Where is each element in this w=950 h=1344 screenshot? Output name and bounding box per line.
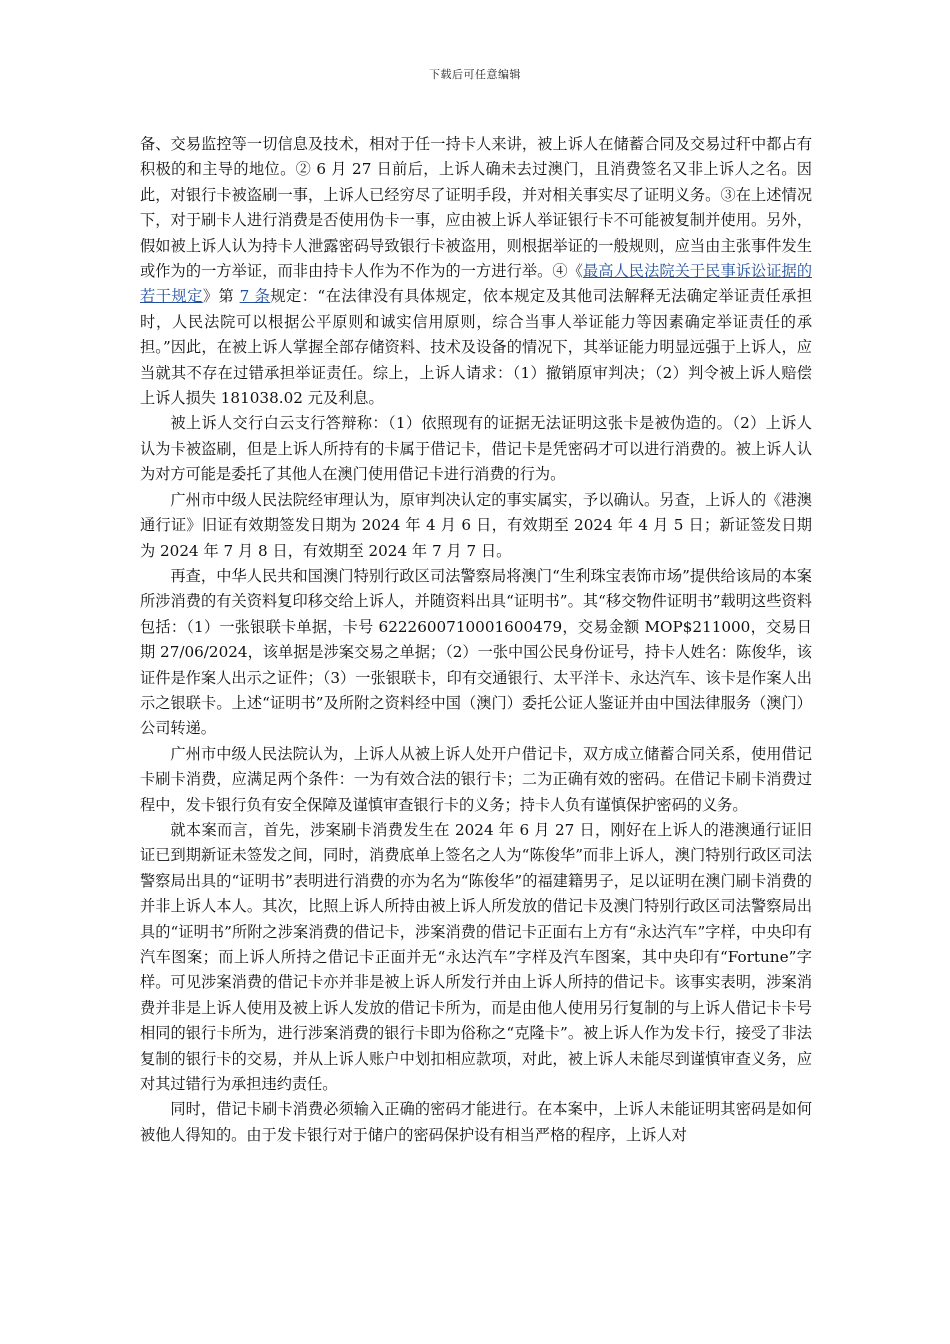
page-header: 下载后可任意编辑 bbox=[429, 68, 521, 81]
paragraph-1-text-a: 备、交易监控等一切信息及技术，相对于任一持卡人来讲，被上诉人在储蓄合同及交易过秆中都占有积极的和主导的地位。② 6 月 27 日前后，上诉人确未去过澳门，且消费签名又非上诉人之名。因此，对银行卡被盗刷一事，上诉人已经穷尽了证明手段，并对相关事实尽了证明义务。③在上述情况下，对于刷卡人进行消费是否使用伪卡一事，应由被上诉人举证银行卡不可能被复制并使用。另外，假如被上诉人认为持卡人泄露密码导致银行卡被盗用，则根据举证的一般规则，应当由主张事件发生或作为的一方举证，而非由持卡人作为不作为的一方进行举。④《 bbox=[140, 135, 812, 281]
paragraph-2: 被上诉人交行白云支行答辩称：（1）依照现有的证据无法证明这张卡是被伪造的。（2）上诉人认为卡被盗刷，但是上诉人所持有的卡属于借记卡，借记卡是凭密码才可以进行消费的。被上诉人认为对方可能是委托了其他人在澳门使用借记卡进行消费的行为。 bbox=[140, 414, 812, 484]
paragraph-1-text-b: 》第 bbox=[202, 287, 240, 306]
article-link[interactable]: 7 条 bbox=[239, 287, 271, 306]
document-body bbox=[140, 132, 812, 1148]
paragraph-3: 广州市中级人民法院经审理认为，原审判决认定的事实属实，予以确认。另查，上诉人的《港澳通行证》旧证有效期签发日期为 2024 年 4 月 6 日，有效期至 2024 年 4 月 5 日；新证签发日期为 2024 年 7 月 8 日，有效期至 2024 年 7 月 7 日。 bbox=[140, 490, 812, 560]
paragraph-1-text-c: 规定：“在法律没有具体规定，依本规定及其他司法解释无法确定举证责任承担时，人民法院可以根据公平原则和诚实信用原则，综合当事人举证能力等因素确定举证责任的承担。”因此，在被上诉人掌握全部存储资料、技术及设备的情况下，其举证能力明显远强于上诉人，应当就其不存在过错承担举证责任。综上，上诉人请求：（1）撤销原审判决；（2）判令被上诉人赔偿上诉人损失 181038.02 元及利息。 bbox=[140, 287, 813, 408]
paragraph-1 bbox=[140, 132, 812, 411]
paragraph-7: 同时，借记卡刷卡消费必须输入正确的密码才能进行。在本案中，上诉人未能证明其密码是如何被他人得知的。由于发卡银行对于储户的密码保护设有相当严格的程序，上诉人对 bbox=[140, 1100, 812, 1144]
paragraph-5: 广州市中级人民法院认为，上诉人从被上诉人处开户借记卡，双方成立储蓄合同关系，使用借记卡刷卡消费，应满足两个条件：一为有效合法的银行卡；二为正确有效的密码。在借记卡刷卡消费过程中，发卡银行负有安全保障及谨慎审查银行卡的义务；持卡人负有谨慎保护密码的义务。 bbox=[140, 744, 812, 814]
paragraph-4: 再查，中华人民共和国澳门特别行政区司法警察局将澳门“生利珠宝表饰市场”提供给该局的本案所涉消费的有关资料复印移交给上诉人，并随资料出具“证明书”。其“移交物件证明书”载明这些资料包括：（1）一张银联卡单据，卡号 6222600710001600479，交易金额 MOP$211000，交易日期 27/06/2024，该单据是涉案交易之单据；（2）一张中国公民身份证号，持卡人姓名：陈俊华，该证件是作案人出示之证件；（3）一张银联卡，印有交通银行、太平洋卡、永达汽车、该卡是作案人出示之银联卡。上述“证明书”及所附之资料经中国（澳门）委托公证人鉴证并由中国法律服务（澳门）公司转递。 bbox=[140, 566, 812, 738]
regulation-link[interactable]: 最高人民法院关于民事诉讼证据的若干规定 bbox=[140, 262, 813, 306]
paragraph-6: 就本案而言，首先，涉案刷卡消费发生在 2024 年 6 月 27 日，刚好在上诉人的港澳通行证旧证已到期新证未签发之间，同时，消费底单上签名之人为“陈俊华”而非上诉人，澳门特别行政区司法警察局出具的“证明书”表明进行消费的亦为名为“陈俊华”的福建籍男子，足以证明在澳门刷卡消费的并非上诉人本人。其次，比照上诉人所持由被上诉人所发放的借记卡及澳门特别行政区司法警察局出具的“证明书”所附之涉案消费的借记卡，涉案消费的借记卡正面右上方有“永达汽车”字样，中央印有汽车图案；而上诉人所持之借记卡正面并无“永达汽车”字样及汽车图案，其中央印有“Fortune”字样。可见涉案消费的借记卡亦并非是被上诉人所发行并由上诉人所持的借记卡。该事实表明，涉案消费并非是上诉人使用及被上诉人发放的借记卡所为，而是由他人使用另行复制的与上诉人借记卡卡号相同的银行卡所为，进行涉案消费的银行卡即为俗称之“克隆卡”。被上诉人作为发卡行，接受了非法复制的银行卡的交易，并从上诉人账户中划扣相应款项，对此，被上诉人未能尽到谨慎审查义务，应对其过错行为承担违约责任。 bbox=[140, 820, 812, 1094]
